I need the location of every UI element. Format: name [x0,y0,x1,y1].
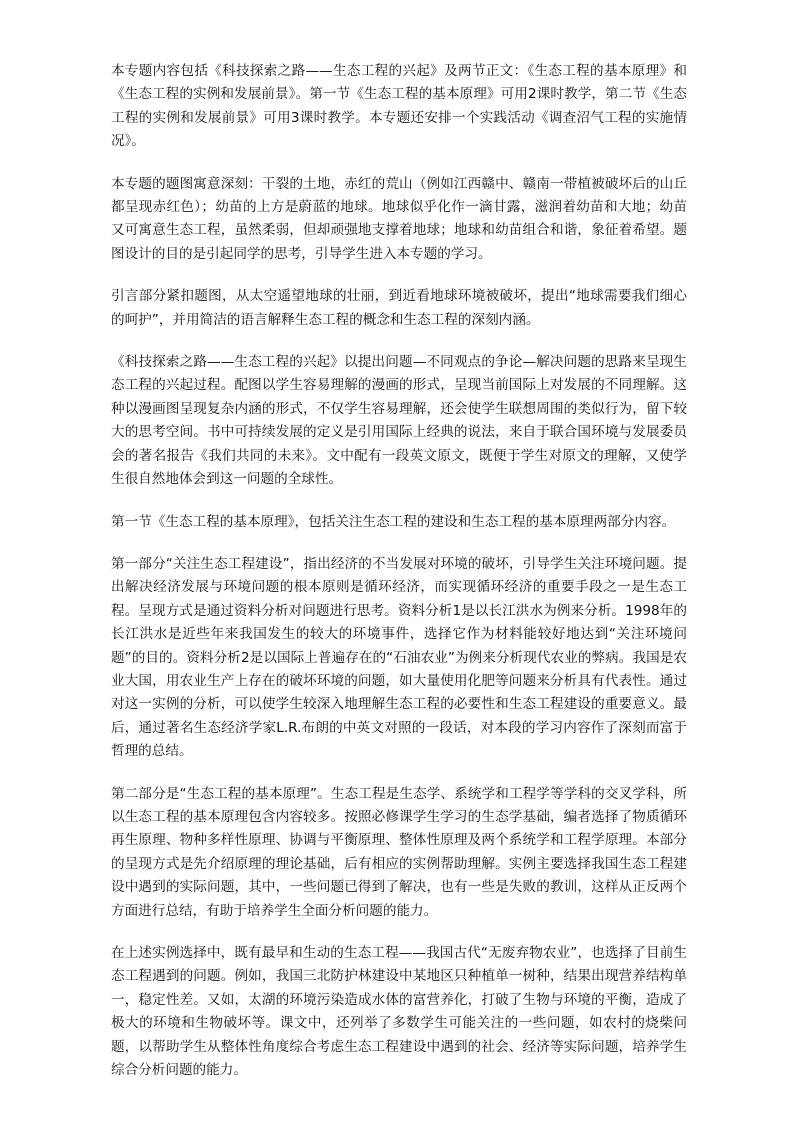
document-page [111,60,687,1101]
paragraph-science-exploration: 《科技探索之路——生态工程的兴起》以提出问题—不同观点的争论—解决问题的思路来呈现生态工程的兴起过程。配图以学生容易理解的漫画的形式，呈现当前国际上对发展的不同理解。这种以漫画图呈现复杂内涵的形式，不仅学生容易理解，还会使学生联想周围的类似行为，留下较大的思考空间。书中可持续发展的定义是引用国际上经典的说法，来自于联合国环境与发展委员会的著名报告《我们共同的未来》。文中配有一段英文原文，既便于学生对原文的理解，又使学生很自然地体会到这一问题的全球性。 [111,354,687,488]
paragraph-title-image-meaning: 本专题的题图寓意深刻：干裂的土地，赤红的荒山（例如江西赣中、赣南一带植被破坏后的山丘都呈现赤红色）；幼苗的上方是蔚蓝的地球。地球似乎化作一滴甘露，滋润着幼苗和大地；幼苗又可寓意生态工程，虽然柔弱，但却顽强地支撑着地球；地球和幼苗组合和谐，象征着希望。题图设计的目的是引起同学的思考，引导学生进入本专题的学习。 [111,175,687,262]
paragraph-examples: 在上述实例选择中，既有最早和生动的生态工程——我国古代“无废弃物农业”，也选择了目前生态工程遇到的问题。例如，我国三北防护林建设中某地区只种植单一树种，结果出现营养结构单一，稳定性差。又如，太湖的环境污染造成水体的富营养化，打破了生物与环境的平衡，造成了极大的环境和生物破坏等。课文中，还列举了多数学生可能关注的一些问题，如农村的烧柴问题，以帮助学生从整体性角度综合考虑生态工程建设中遇到的社会、经济等实际问题，培养学生综合分析问题的能力。 [111,945,687,1079]
paragraph-introduction: 引言部分紧扣题图，从太空遥望地球的壮丽，到近看地球环境被破坏，提出“地球需要我们细心的呵护”，并用简洁的语言解释生态工程的概念和生态工程的深刻内涵。 [111,288,687,328]
paragraph-section-one-summary: 第一节《生态工程的基本原理》，包括关注生态工程的建设和生态工程的基本原理两部分内容。 [111,513,676,530]
paragraph-topic-overview: 本专题内容包括《科技探索之路——生态工程的兴起》及两节正文：《生态工程的基本原理》和《生态工程的实例和发展前景》。第一节《生态工程的基本原理》可用2课时教学，第二节《生态工程的实例和发展前景》可用3课时教学。本专题还安排一个实践活动《调查沼气工程的实施情况》。 [111,63,687,150]
paragraph-part-one: 第一部分“关注生态工程建设”，指出经济的不当发展对环境的破坏，引导学生关注环境问题。提出解决经济发展与环境问题的根本原则是循环经济，而实现循环经济的重要手段之一是生态工程。呈现方式是通过资料分析对问题进行思考。资料分析1是以长江洪水为例来分析。1998年的长江洪水是近些年来我国发生的较大的环境事件，选择它作为材料能较好地达到“关注环境问题”的目的。资料分析2是以国际上普遍存在的“石油农业”为例来分析现代农业的弊病。我国是农业大国，用农业生产上存在的破坏环境的问题，如大量使用化肥等问题来分析具有代表性。通过对这一实例的分析，可以使学生较深入地理解生态工程的必要性和生态工程建设的重要意义。最后，通过著名生态经济学家L.R.布朗的中英文对照的一段话，对本段的学习内容作了深刻而富于哲理的总结。 [111,555,687,760]
paragraph-part-two: 第二部分是“生态工程的基本原理”。生态工程是生态学、系统学和工程学等学科的交叉学科，所以生态工程的基本原理包含内容较多。按照必修课学生学习的生态学基础，编者选择了物质循环再生原理、物种多样性原理、协调与平衡原理、整体性原理及两个系统学和工程学原理。本部分的呈现方式是先介绍原理的理论基础，后有相应的实例帮助理解。实例主要选择我国生态工程建设中遇到的实际问题，其中，一些问题已得到了解决，也有一些是失败的教训，这样从正反两个方面进行总结，有助于培养学生全面分析问题的能力。 [111,785,687,919]
